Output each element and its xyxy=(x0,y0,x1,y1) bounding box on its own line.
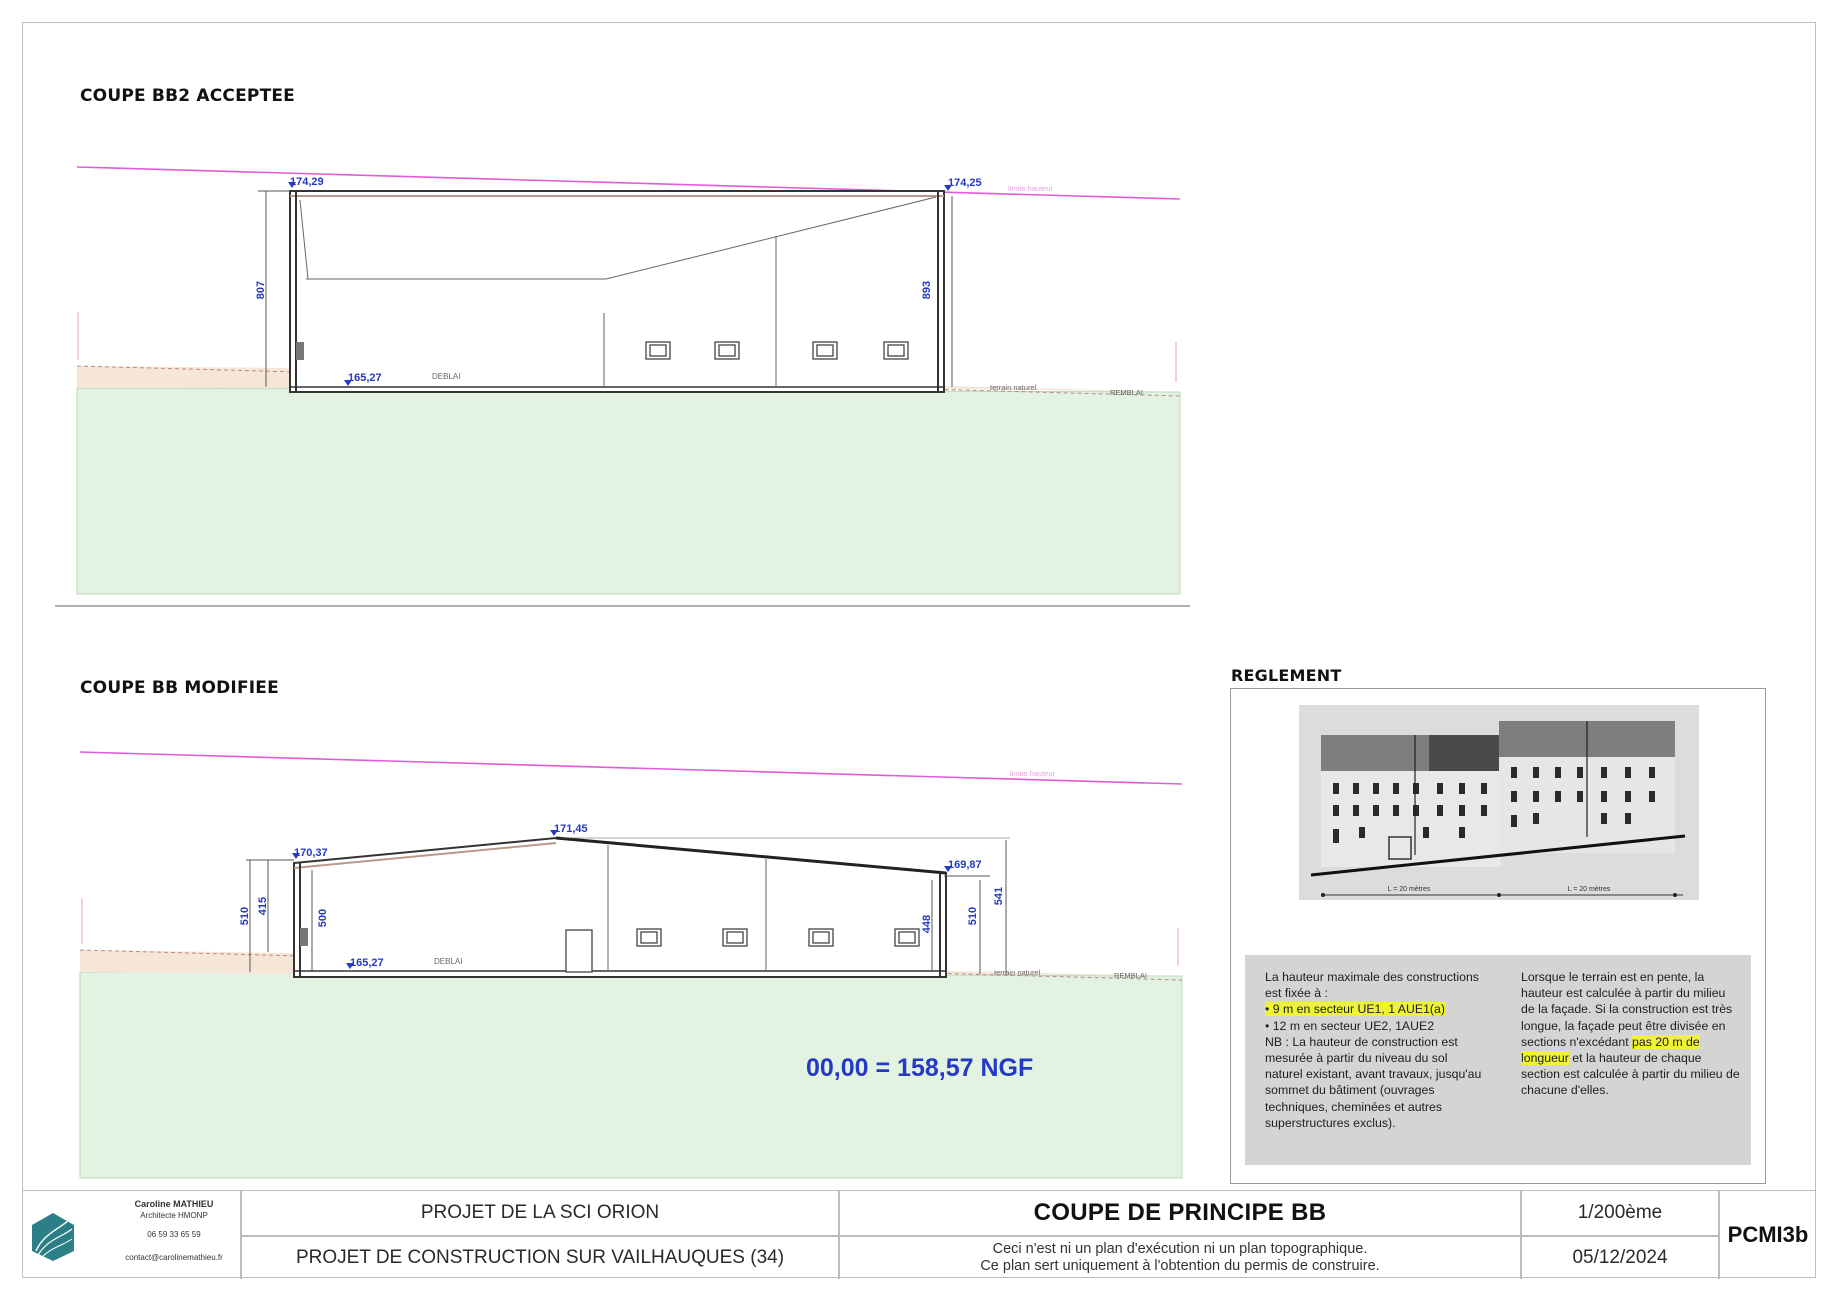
label-limite-hauteur: limite hauteur xyxy=(1008,184,1054,193)
architect-phone: 06 59 33 65 59 xyxy=(147,1230,201,1239)
disclaimer-line-1: Ceci n'est ni un plan d'exécution ni un plan topographique. xyxy=(992,1241,1368,1257)
reglement-text-block xyxy=(1245,955,1751,1165)
reglement-slope-text-end: et la hauteur de chaque section est calculée à partir du milieu de chacune d'elles. xyxy=(1521,1051,1740,1098)
label-deblai: DEBLAI xyxy=(434,957,463,966)
reglement-item-ue1: • 9 m en secteur UE1, 1 AUE1(a) xyxy=(1265,1002,1445,1017)
level-174-29: 174,29 xyxy=(290,176,324,188)
level-165-27: 165,27 xyxy=(348,372,382,384)
reglement-slope-text: Lorsque le terrain est en pente, la hauteur est calculée à partir du milieu de la façade. Si la construction est très longue, la façade peut être divisée en sections n'excédant xyxy=(1521,970,1733,1049)
label-terrain-naturel: terrain naturel xyxy=(990,383,1037,392)
reglement-col-2 xyxy=(1521,969,1741,1099)
drawing-disclaimer xyxy=(840,1237,1520,1279)
architect-logo-icon xyxy=(30,1211,76,1263)
label-deblai: DEBLAI xyxy=(432,372,461,381)
dim-893: 893 xyxy=(921,280,933,300)
label-remblai: REMBLAI xyxy=(1114,971,1147,980)
drawing-date: 05/12/2024 xyxy=(1572,1247,1668,1268)
dim-541: 541 xyxy=(993,886,1005,906)
level-174-25: 174,25 xyxy=(948,177,982,189)
drawing-code: PCMI3b xyxy=(1727,1222,1809,1247)
ground-area xyxy=(77,388,1180,594)
building-outline xyxy=(290,191,944,392)
dim-448: 448 xyxy=(921,914,933,934)
section-drawing-bb2 xyxy=(0,0,1838,640)
reglement-illustration xyxy=(1299,705,1699,900)
reglement-box xyxy=(1230,688,1766,1184)
level-171-45: 171,45 xyxy=(554,823,588,835)
reglement-intro: La hauteur maximale des constructions est fixée à : xyxy=(1265,970,1479,1001)
dim-510-left: 510 xyxy=(239,906,251,926)
level-169-87: 169,87 xyxy=(948,859,982,871)
architect-name: Caroline MATHIEU xyxy=(134,1199,214,1209)
drawing-scale: 1/200ème xyxy=(1577,1202,1663,1223)
reglement-col-1 xyxy=(1265,969,1487,1131)
dim-510-right: 510 xyxy=(967,906,979,926)
reglement-title: REGLEMENT xyxy=(1231,666,1342,685)
title-block xyxy=(22,1190,1816,1279)
disclaimer-line-2: Ce plan sert uniquement à l'obtention du permis de construire. xyxy=(980,1258,1380,1274)
section-title-bb-modifiee: COUPE BB MODIFIEE xyxy=(80,678,279,698)
architect-info xyxy=(104,1199,244,1263)
section-title-bb2: COUPE BB2 ACCEPTEE xyxy=(80,86,295,106)
reglement-item-ue2: • 12 m en secteur UE2, 1AUE2 xyxy=(1265,1018,1435,1033)
architect-email: contact@carolinemathieu.fr xyxy=(125,1253,223,1262)
reglement-nb: NB : La hauteur de construction est mesurée à partir du niveau du sol naturel existant, avant travaux, jusqu'au sommet du bâtiment (ouvrages techniques, cheminées et autres superstructures exclus). xyxy=(1265,1034,1482,1130)
photo-caption-left: L = 20 mètres xyxy=(1387,886,1431,893)
project-description: PROJET DE CONSTRUCTION SUR VAILHAUQUES (34) xyxy=(295,1247,785,1268)
ngf-datum: 00,00 = 158,57 NGF xyxy=(806,1054,1034,1082)
dim-500: 500 xyxy=(317,908,329,928)
photo-caption-right: L = 20 mètres xyxy=(1567,886,1611,893)
label-limite-hauteur: limite hauteur xyxy=(1010,769,1056,778)
architect-role: Architecte HMONP xyxy=(140,1211,208,1220)
drawing-title: COUPE DE PRINCIPE BB xyxy=(1033,1199,1327,1226)
reglement-highlight-20m: pas 20 m de longueur xyxy=(1521,1034,1700,1066)
label-remblai: REMBLAI xyxy=(1110,388,1143,397)
label-terrain-naturel: terrain naturel xyxy=(994,968,1041,977)
project-name: PROJET DE LA SCI ORION xyxy=(420,1202,660,1223)
height-limit-line xyxy=(80,752,1182,784)
dim-415: 415 xyxy=(257,896,269,916)
level-165-27: 165,27 xyxy=(350,957,384,969)
dim-807: 807 xyxy=(255,280,267,300)
level-170-37: 170,37 xyxy=(294,847,328,859)
